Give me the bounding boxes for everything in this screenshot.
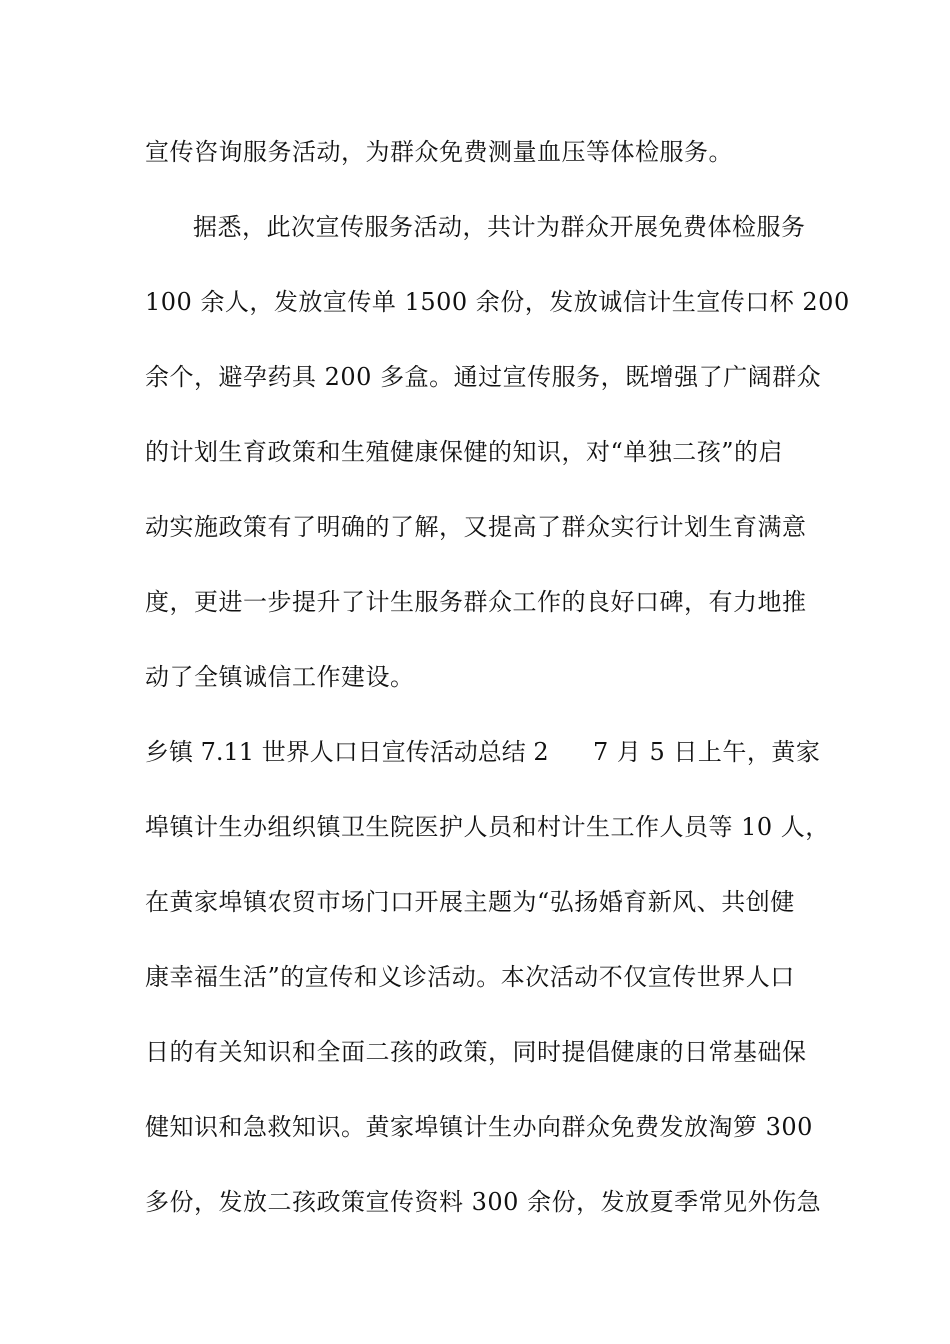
paragraph-line: 动实施政策有了明确的了解，又提高了群众实行计划生育满意	[145, 513, 807, 541]
section-heading-row	[145, 737, 821, 767]
paragraph-line: 余个，避孕药具 200 多盒。通过宣传服务，既增强了广阔群众	[145, 363, 822, 391]
paragraph-line: 多份，发放二孩政策宣传资料 300 余份，发放夏季常见外伤急	[145, 1188, 822, 1216]
paragraph-line: 健知识和急救知识。黄家埠镇计生办向群众免费发放淘箩 300	[145, 1113, 813, 1141]
paragraph-line: 埠镇计生办组织镇卫生院医护人员和村计生工作人员等 10 人，	[145, 813, 830, 841]
paragraph-line: 康幸福生活”的宣传和义诊活动。本次活动不仅宣传世界人口	[145, 963, 795, 991]
paragraph-line: 据悉，此次宣传服务活动，共计为群众开展免费体检服务	[193, 213, 806, 241]
paragraph-line: 100 余人，发放宣传单 1500 余份，发放诚信计生宣传口杯 200	[145, 288, 850, 316]
paragraph-line: 在黄家埠镇农贸市场门口开展主题为“弘扬婚育新风、共创健	[145, 888, 795, 916]
paragraph-line: 宣传咨询服务活动，为群众免费测量血压等体检服务。	[145, 138, 733, 166]
section-heading: 乡镇 7.11 世界人口日宣传活动总结 2	[145, 738, 549, 766]
paragraph-line: 的计划生育政策和生殖健康保健的知识，对“单独二孩”的启	[145, 438, 784, 466]
paragraph-line: 动了全镇诚信工作建设。	[145, 663, 415, 691]
paragraph-line: 日的有关知识和全面二孩的政策，同时提倡健康的日常基础保	[145, 1038, 807, 1066]
section-lead-text: 7 月 5 日上午，黄家	[593, 738, 821, 766]
paragraph-line: 度，更进一步提升了计生服务群众工作的良好口碑，有力地推	[145, 588, 807, 616]
